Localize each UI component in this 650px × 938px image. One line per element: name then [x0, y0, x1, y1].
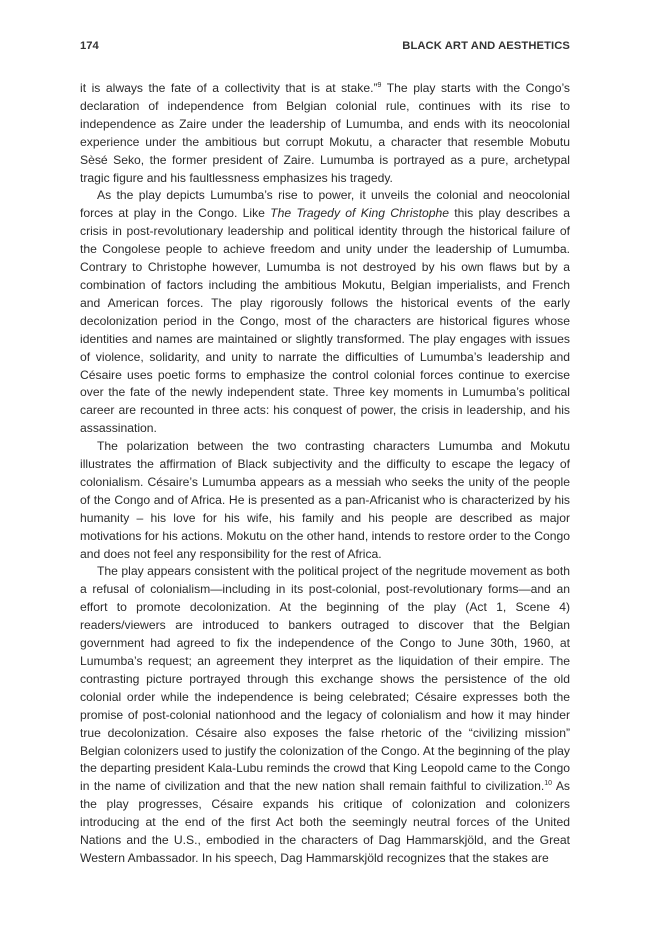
paragraph [80, 80, 570, 187]
paragraph [80, 563, 570, 867]
text-segment: As the play progresses, Césaire expands his critique of colonization and colonizers introducing at the end of the first Act both the seemingly neutral forces of the United Nations and the U.S., embodied in the characters of Dag Hammarskjöld, and the Great Western Ambassador. In his speech, Dag Hammarskjöld recognizes that the stakes are [80, 779, 571, 865]
running-head: BLACK ART AND AESTHETICS [402, 40, 570, 52]
page-header [80, 40, 570, 58]
text-segment: The play starts with the Congo’s declaration of independence from Belgian colonial rule, continues with its rise to independence as Zaire under the leadership of Lumumba, and ends with its neocolonial experience under the ambitious but corrupt Mokutu, a character that resemble Mobutu Sèsé Seko, the former president of Zaire. Lumumba is portrayed as a pure, archetypal tragic figure and his faultlessness emphasizes his tragedy. [80, 81, 571, 185]
body-text [80, 80, 570, 868]
text-segment: The polarization between the two contrasting characters Lumumba and Mokutu illustrates the affirmation of Black subjectivity and the difficulty to escape the legacy of colonialism. Césaire’s Lumumba appears as a messiah who seeks the unity of the people of the Congo and of Africa. He is presented as a pan-Africanist who is characterized by his humanity – his love for his wife, his family and his people are described as major motivations for his actions. Mokutu on the other hand, intends to restore order to the Congo and does not feel any responsibility for the rest of Africa. [80, 439, 570, 561]
text-segment: it is always the fate of a collectivity that is at stake.” [80, 81, 378, 95]
text-segment: this play describes a crisis in post-revolutionary leadership and political identity through the historical failure of the Congolese people to achieve freedom and unity under the leadership of Lumumba. Contrary to Christophe however, Lumumba is not destroyed by his own flaws but by a combination of factors including the ambitious Mokutu, Belgian imperialists, and French and American forces. The play rigorously follows the historical events of the early decolonization period in the Congo, most of the characters are historical figures whose identities and names are maintained or slightly transformed. The play engages with issues of violence, solidarity, and unity to narrate the difficulties of Lumumba’s leadership and Césaire uses poetic forms to emphasize the control colonial forces continue to exercise over the fate of the newly independent state. Three key moments in Lumumba’s political career are recounted in three acts: his conquest of power, the crisis in leadership, and his assassination. [80, 206, 570, 436]
footnote-ref-9[interactable]: 9 [377, 81, 382, 89]
paragraph [80, 187, 570, 438]
text-segment: The play appears consistent with the political project of the negritude movement as both a refusal of colonialism—including in its post-colonial, post-revolutionary forms—and an effort to promote decolonization. At the beginning of the play (Act 1, Scene 4) readers/viewers are introduced to bankers outraged to discover that the Belgian government had agreed to fix the independence of the Congo to June 30th, 1960, at Lumumba’s request; an agreement they interpret as the liquidation of their empire. The contrasting picture portrayed through this exchange shows the persistence of the old colonial order while the independence is being celebrated; Césaire expresses both the promise of post-colonial nationhood and the legacy of colonialism and how it may hinder true decolonization. Césaire also exposes the false rhetoric of the “civilizing mission” Belgian colonizers used to justify the colonization of the Congo. At the beginning of the play the departing president Kala-Lubu reminds the crowd that King Leopold came to the Congo in the name of civilization and that the new nation shall remain faithful to civilization. [80, 564, 570, 794]
page-number: 174 [80, 40, 99, 52]
book-title: The Tragedy of King Christophe [270, 206, 449, 221]
footnote-ref-10[interactable]: 10 [544, 780, 553, 788]
paragraph [80, 438, 570, 563]
text-segment: As the play depicts Lumumba’s rise to power, it unveils the colonial and neocolonial forces at play in the Congo. Like [80, 188, 570, 221]
